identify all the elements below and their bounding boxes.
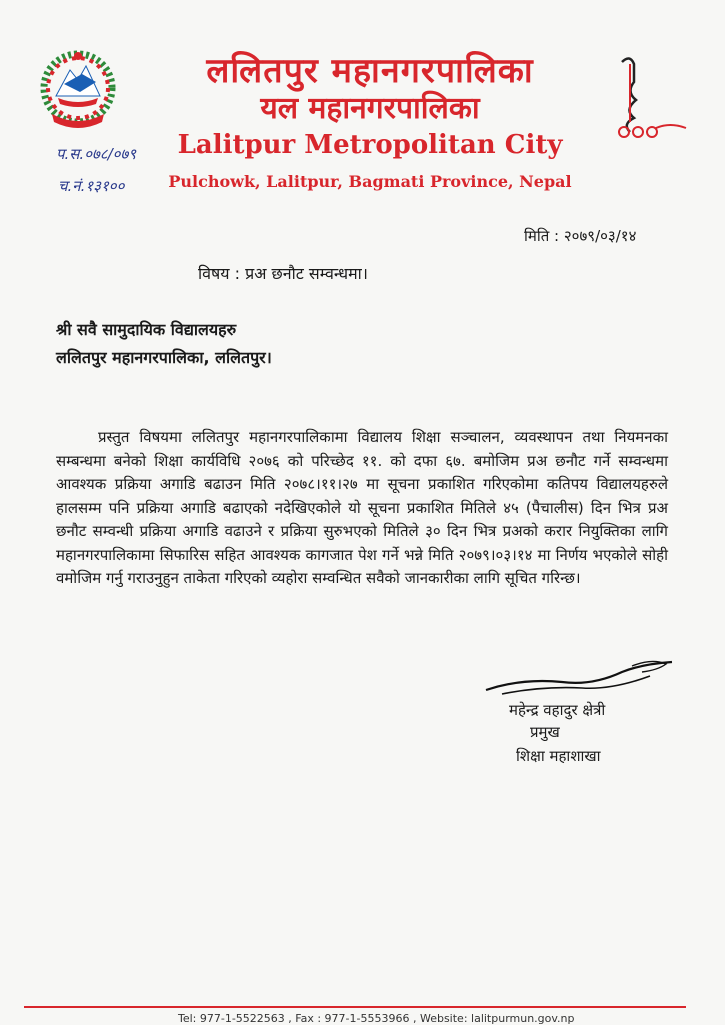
letter-date: मिति : २०७९/०३/१४ xyxy=(524,227,637,245)
letterhead-address: Pulchowk, Lalitpur, Bagmati Province, Nepal xyxy=(168,172,572,191)
letter-body: प्रस्तुत विषयमा ललितपुर महानगरपालिकामा विद्यालय शिक्षा सञ्चालन, व्यवस्थापन तथा नियमनका सम्बन्धमा बनेको शिक्षा कार्यविधि २०७६ को परिच्छेद ११. को दफा ६७. बमोजिम प्रअ छनौट गर्ने सम्वन्धमा आवश्यक प्रक्रिया अगाडि बढाउन मिति २०७८।११।२७ मा सूचना प्रकाशित गरिएकोमा कतिपय विद्यालयहरुले हालसम्म पनि प्रक्रिया अगाडि बढाएको नदेखिएकोले यो सूचना प्रकाशित मितिले ४५ (पैचालीस) दिन भित्र प्रअ छनौट सम्वन्धी प्रक्रिया अगाडि वढाउने र प्रक्रिया सुरुभएको मितिले ३० दिन भित्र प्रअको करार नियुक्तिका लागि महानगरपालिकामा सिफारिस सहित आवश्यक कागजात पेश गर्ने भन्ने मिति २०७९।०३।१४ मा निर्णय भएकोले सोही वमोजिम गर्नु गराउनुहुन ताकेता गरिएको व्यहोरा सम्वन्धित सवैको जानकारीका लागि सूचित गरिन्छ। xyxy=(56,428,668,587)
reference-number: प.स.०७८/०७९ xyxy=(56,145,137,163)
city-logo-icon xyxy=(600,52,692,142)
dispatch-number: च.नं.१३१०० xyxy=(58,177,125,195)
addressee-line-1: श्री सवै सामुदायिक विद्यालयहरु xyxy=(56,320,237,339)
signatory-department: शिक्षा महाशाखा xyxy=(516,747,601,765)
addressee-line-2: ललितपुर महानगरपालिका, ललितपुर। xyxy=(56,348,272,367)
signatory-name: महेन्द्र वहादुर क्षेत्री xyxy=(509,701,606,719)
footer-contact: Tel: 977-1-5522563 , Fax : 977-1-5553966 , Website: lalitpurmun.gov.np xyxy=(178,1012,575,1025)
signature-icon xyxy=(482,656,678,702)
letterhead-nepali-name: ललितपुर महानगरपालिका xyxy=(206,51,534,91)
letterhead-newari-name: यल महानगरपालिका xyxy=(260,91,480,126)
signatory-title: प्रमुख xyxy=(530,723,560,741)
letterhead-english-name: Lalitpur Metropolitan City xyxy=(177,130,563,160)
footer-divider xyxy=(24,1006,686,1008)
nepal-emblem-icon xyxy=(30,48,126,134)
letter-subject: विषय : प्रअ छनौट सम्वन्धमा। xyxy=(198,264,368,283)
